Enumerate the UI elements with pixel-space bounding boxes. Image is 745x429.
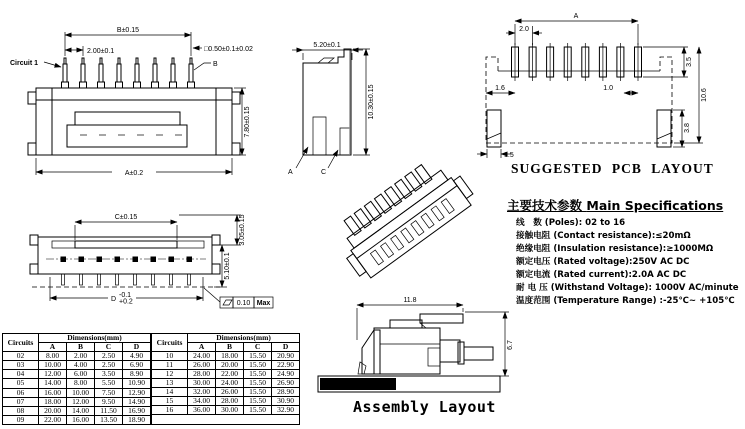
dim-d-lower-tolerance: +0.2 [119,298,133,306]
col-header-c: C [244,343,272,352]
table-cell: 20.90 [272,352,300,361]
assembly-connector [358,314,493,374]
dim-305-label: 3.05±0.15 [239,214,246,246]
dim-bottom-pad-label: 1.5 [504,152,514,159]
table-cell: 04 [3,370,39,379]
specs-title-en: Main Specifications [586,198,724,213]
table-cell: 10 [152,352,188,361]
table-cell: 18.00 [216,352,244,361]
dim-lower-pad-label: 3.8 [684,123,691,133]
dim-d-label: D [111,296,117,303]
table-cell: 28.00 [216,397,244,406]
flatness-value: 0.10 [236,300,251,307]
table-cell: 26.00 [188,361,216,370]
table-cell: 05 [3,379,39,388]
dim-pad-height-label: 3.5 [686,57,693,67]
pcb-layout-drawing [472,4,744,160]
table-cell: 10.00 [39,361,67,370]
circuit1-label: Circuit 1 [10,60,39,67]
side-view-body [303,49,351,155]
table-cell: 16.00 [39,388,67,397]
label-a: A [288,169,293,176]
table-cell: 16 [152,406,188,415]
side-view-dimensions [288,42,375,176]
table-cell: 8.00 [67,379,95,388]
table-cell: 2.00 [67,352,95,361]
table-cell: 28.90 [272,388,300,397]
dim-height-label: 6.7 [507,340,514,350]
front-view-drawing [8,8,262,188]
assembly-dimensions [357,297,514,376]
flatness-callout [220,297,273,308]
table-cell: 30.00 [188,379,216,388]
front-view-body [28,88,240,155]
table-cell: 12.00 [67,397,95,406]
dim-width-label: 5.20±0.1 [313,42,341,49]
col-header-d: D [272,343,300,352]
table-cell: 32.00 [188,388,216,397]
table-cell: 15.50 [244,397,272,406]
table-cell: 32.90 [272,406,300,415]
table-cell: 14 [152,388,188,397]
table-cell: 28.00 [188,370,216,379]
table-cell: 03 [3,361,39,370]
table-cell: 24.00 [188,352,216,361]
table-cell: 13 [152,379,188,388]
table-cell: 2.50 [95,352,123,361]
table-cell: 36.00 [188,406,216,415]
table-cell: 3.50 [95,370,123,379]
flatness-icon [223,300,232,305]
dim-pin-size-label: □0.50±0.1±0.02 [204,46,253,53]
table-cell: 14.00 [39,379,67,388]
table-cell: 09 [3,415,39,424]
col-header-a: A [39,343,67,352]
table-cell: 5.50 [95,379,123,388]
spec-line-temperature-range: 温度范围 (Temperature Range) :-25℃~ +105℃ [516,296,735,306]
table-row [3,379,151,388]
table-cell: 22.00 [39,415,67,424]
dimensions-header-left: Dimensions(mm) [39,334,151,343]
pin-b-label: B [213,61,218,68]
table-cell: 4.00 [67,361,95,370]
top-view-drawing [8,200,288,330]
table-cell: 14.00 [67,406,95,415]
table-cell: 18.90 [123,415,151,424]
pcb-pads [487,43,671,147]
table-row [3,388,151,397]
table-cell: 15 [152,397,188,406]
assembly-plate [318,376,500,392]
table-cell: 22.00 [216,370,244,379]
dim-pitch-label: 2.00±0.1 [87,48,115,55]
table-cell: 08 [3,406,39,415]
spec-line-rated-current: 额定电流 (Rated current):2.0A AC DC [516,270,687,280]
table-cell: 02 [3,352,39,361]
dimensions-table-left [2,333,151,425]
empty-row [152,415,300,425]
dim-total-height-label: 10.6 [701,88,708,102]
table-cell: 15.50 [244,361,272,370]
spec-line-poles: 线 数 (Poles): 02 to 16 [516,218,626,228]
table-cell: 26.90 [272,379,300,388]
spec-line-contact-resistance: 接触电阻 (Contact resistance):≤20mΩ [516,231,691,241]
pcb-layout-caption: SUGGESTED PCB LAYOUT [511,161,714,176]
specs-title-cn: 主要技术参数 [507,198,583,213]
table-cell: 9.50 [95,397,123,406]
table-cell: 8.90 [123,370,151,379]
dim-height-label: 10.30±0.15 [368,84,375,120]
assembly-layout-caption: Assembly Layout [353,398,496,416]
table-cell: 30.90 [272,397,300,406]
col-header-c: C [95,343,123,352]
pcb-outline [486,57,672,143]
dim-pitch-label: 2.0 [519,26,529,33]
dim-width-label: 11.8 [403,297,417,304]
dim-d-upper-tolerance: -0.1 [119,292,132,299]
table-row [3,415,151,424]
table-cell: 6.00 [67,370,95,379]
front-view-pins [62,58,195,88]
col-header-b: B [216,343,244,352]
table-cell: 7.50 [95,388,123,397]
table-cell: 12.00 [39,370,67,379]
dim-left-label: 1.6 [495,85,505,92]
col-header-a: A [188,343,216,352]
dimensions-table-right [151,333,300,425]
table-cell: 10.00 [67,388,95,397]
table-row [3,406,151,415]
main-specifications [507,196,745,308]
spec-line-insulation-resistance: 绝缘电阻 (Insulation resistance):≥1000MΩ [516,244,714,254]
table-cell: 06 [3,388,39,397]
top-view-body [30,235,220,287]
table-cell: 34.00 [188,397,216,406]
table-cell: 20.00 [39,406,67,415]
table-cell: 10.90 [123,379,151,388]
assembly-layout-drawing [300,292,528,404]
dim-b-label: B±0.15 [116,27,140,34]
isometric-view-drawing [338,160,513,295]
table-cell: 30.00 [216,406,244,415]
table-cell: 16.90 [123,406,151,415]
table-cell: 12 [152,370,188,379]
dimensions-header-right: Dimensions(mm) [188,334,300,343]
table-cell: 4.90 [123,352,151,361]
specs-title [507,196,745,214]
col-header-b: B [67,343,95,352]
dim-c-label: C±0.15 [114,214,138,221]
table-cell: 11.50 [95,406,123,415]
table-cell: 12.90 [123,388,151,397]
table-cell: 15.50 [244,370,272,379]
spec-line-withstand-voltage: 耐 电 压 (Withstand Voltage): 1000V AC/minute [516,283,739,293]
table-cell: 15.50 [244,406,272,415]
table-cell: 24.00 [216,379,244,388]
table-cell: 11 [152,361,188,370]
table-cell: 15.50 [244,379,272,388]
table-cell: 6.90 [123,361,151,370]
flatness-max: Max [256,300,271,307]
table-cell: 20.00 [216,361,244,370]
table-cell: 14.90 [123,397,151,406]
table-cell: 22.90 [272,361,300,370]
dim-right-label: 1.0 [603,85,613,92]
dim-a-label: A±0.2 [124,170,144,177]
table-cell: 13.50 [95,415,123,424]
table-row [3,397,151,406]
table-cell: 2.50 [95,361,123,370]
table-cell: 26.00 [216,388,244,397]
dim-height-label: 7.80±0.15 [244,106,251,138]
col-header-d: D [123,343,151,352]
label-c: C [321,169,327,176]
spec-line-rated-voltage: 额定电压 (Rated voltage):250V AC DC [516,257,690,267]
dimension-tables [2,333,300,425]
pcb-dimensions [477,13,708,159]
table-cell: 18.00 [39,397,67,406]
circuits-header-right: Circuits [152,334,188,352]
circuits-header-left: Circuits [3,334,39,352]
plate-label: Aluminum plate [331,381,385,389]
table-cell: 07 [3,397,39,406]
table-row [152,406,300,415]
table-cell: 15.50 [244,352,272,361]
table-cell: 8.00 [39,352,67,361]
dim-a-label: A [573,13,579,20]
table-cell: 15.50 [244,388,272,397]
table-cell: 16.00 [67,415,95,424]
table-cell: 24.90 [272,370,300,379]
dim-510-label: 5.10±0.1 [224,252,231,280]
